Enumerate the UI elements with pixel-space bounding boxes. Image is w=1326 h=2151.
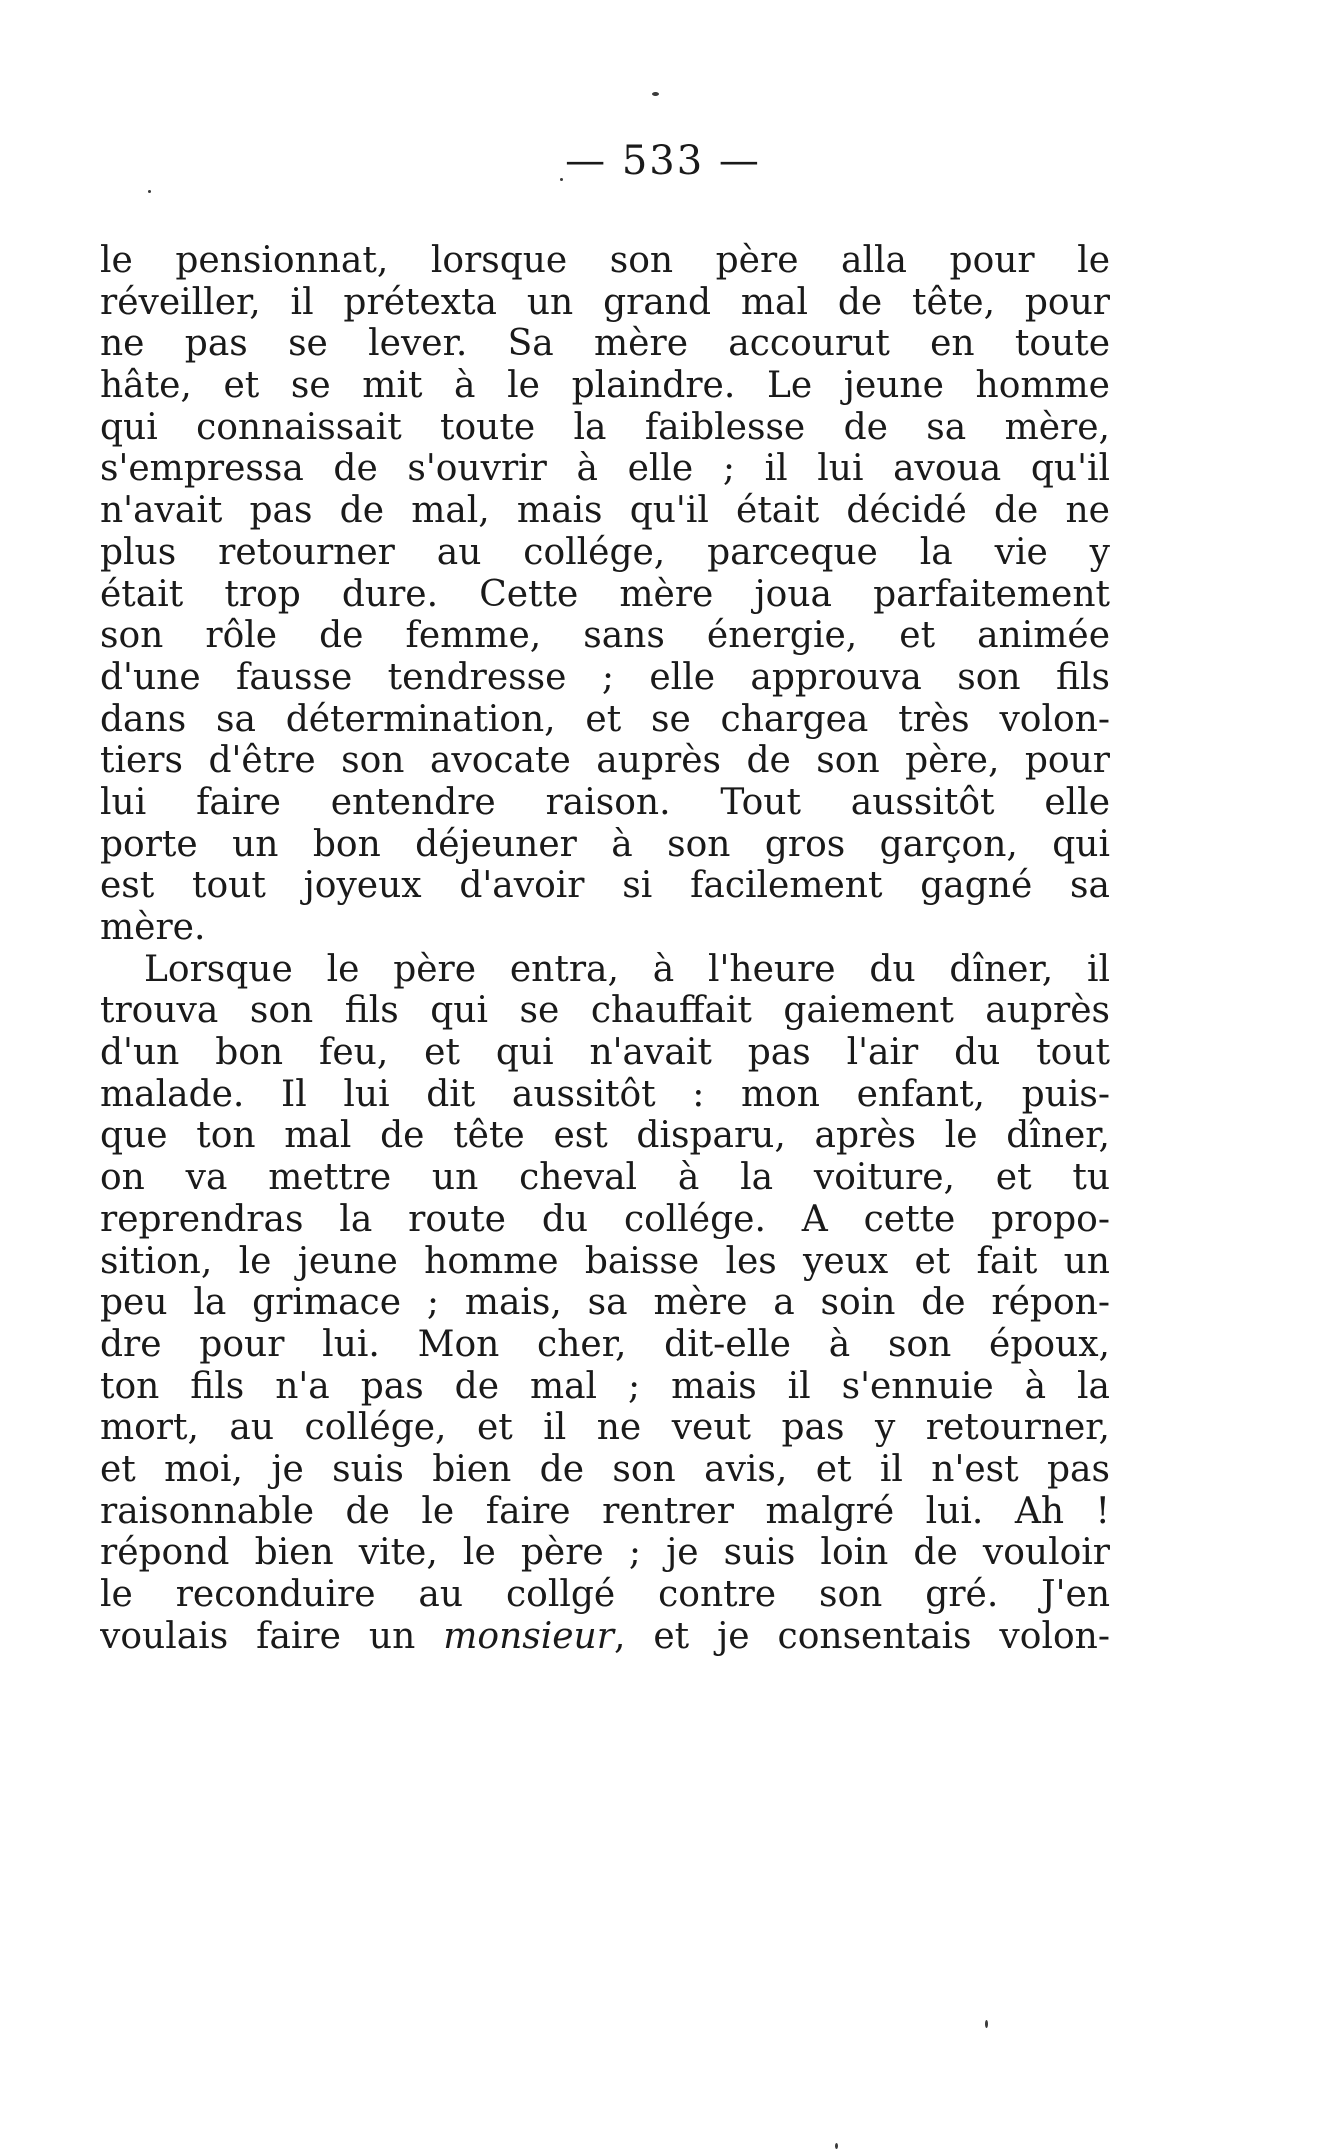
text-line: le reconduire au collgé contre son gré. J'en [100,1574,1110,1615]
text-line: reprendras la route du collége. A cette propo- [100,1198,1110,1240]
text-line: et moi, je suis bien de son avis, et il n'est pas [100,1448,1110,1490]
text-line: porte un bon déjeuner à son gros garçon, qui [100,823,1110,865]
text-line: tiers d'être son avocate auprès de son père, pour [100,740,1110,782]
text-line: répond bien vite, le père ; je suis loin de vouloir [100,1532,1110,1574]
text-line: dans sa détermination, et se chargea très volon- [100,698,1110,740]
text-line: son rôle de femme, sans énergie, et animée [100,615,1110,657]
text-line: on va mettre un cheval à la voiture, et tu [100,1157,1110,1199]
page-number: — 533 — [565,138,761,184]
text-line: plus retourner au collége, parceque la vie y [100,531,1110,573]
text-line: d'une fausse tendresse ; elle approuva son fils [100,656,1110,698]
text-line: ton fils n'a pas de mal ; mais il s'ennuie à la [100,1365,1110,1407]
ink-speck [652,92,659,96]
text-line: Lorsque le père entra, à l'heure du dîner, il [144,948,1110,990]
text-line: mort, au collége, et il ne veut pas y retourner, [100,1407,1110,1449]
text-line: malade. Il lui dit aussitôt : mon enfant, puis- [100,1073,1110,1115]
text-line: réveiller, il prétexta un grand mal de tête, pour [100,281,1110,323]
text-line: d'un bon feu, et qui n'avait pas l'air du tout [100,1032,1110,1074]
body-text [100,240,1110,1657]
text-line: sition, le jeune homme baisse les yeux et fait un [100,1240,1110,1282]
text-line: n'avait pas de mal, mais qu'il était décidé de ne [100,490,1110,532]
text-line-final [100,1616,1110,1658]
text-line: hâte, et se mit à le plaindre. Le jeune homme [100,365,1110,407]
text-line: mère. [100,907,206,948]
ink-speck [835,2143,838,2149]
text-line: dre pour lui. Mon cher, dit-elle à son époux, [100,1323,1110,1365]
italic-word: monsieur [443,1615,614,1657]
ink-speck [148,190,151,193]
text-line: le pensionnat, lorsque son père alla pour le [100,240,1110,281]
text-line: lui faire entendre raison. Tout aussitôt elle [100,781,1110,823]
text-line: raisonnable de le faire rentrer malgré lui. Ah ! [100,1490,1110,1532]
text-line: trouva son fils qui se chauffait gaiement auprès [100,990,1110,1032]
text-line: ne pas se lever. Sa mère accourut en toute [100,323,1110,365]
final-line-end: , et je consentais volon- [613,1615,1110,1657]
text-line: que ton mal de tête est disparu, après le dîner, [100,1115,1110,1157]
text-line: qui connaissait toute la faiblesse de sa mère, [100,406,1110,448]
text-line: s'empressa de s'ouvrir à elle ; il lui avoua qu'il [100,448,1110,490]
ink-speck [560,178,563,181]
final-line-start: voulais faire un [100,1615,444,1657]
text-line: peu la grimace ; mais, sa mère a soin de répon- [100,1282,1110,1324]
text-line: était trop dure. Cette mère joua parfaitement [100,573,1110,615]
text-line: est tout joyeux d'avoir si facilement gagné sa [100,865,1110,907]
ink-speck [985,2020,988,2028]
